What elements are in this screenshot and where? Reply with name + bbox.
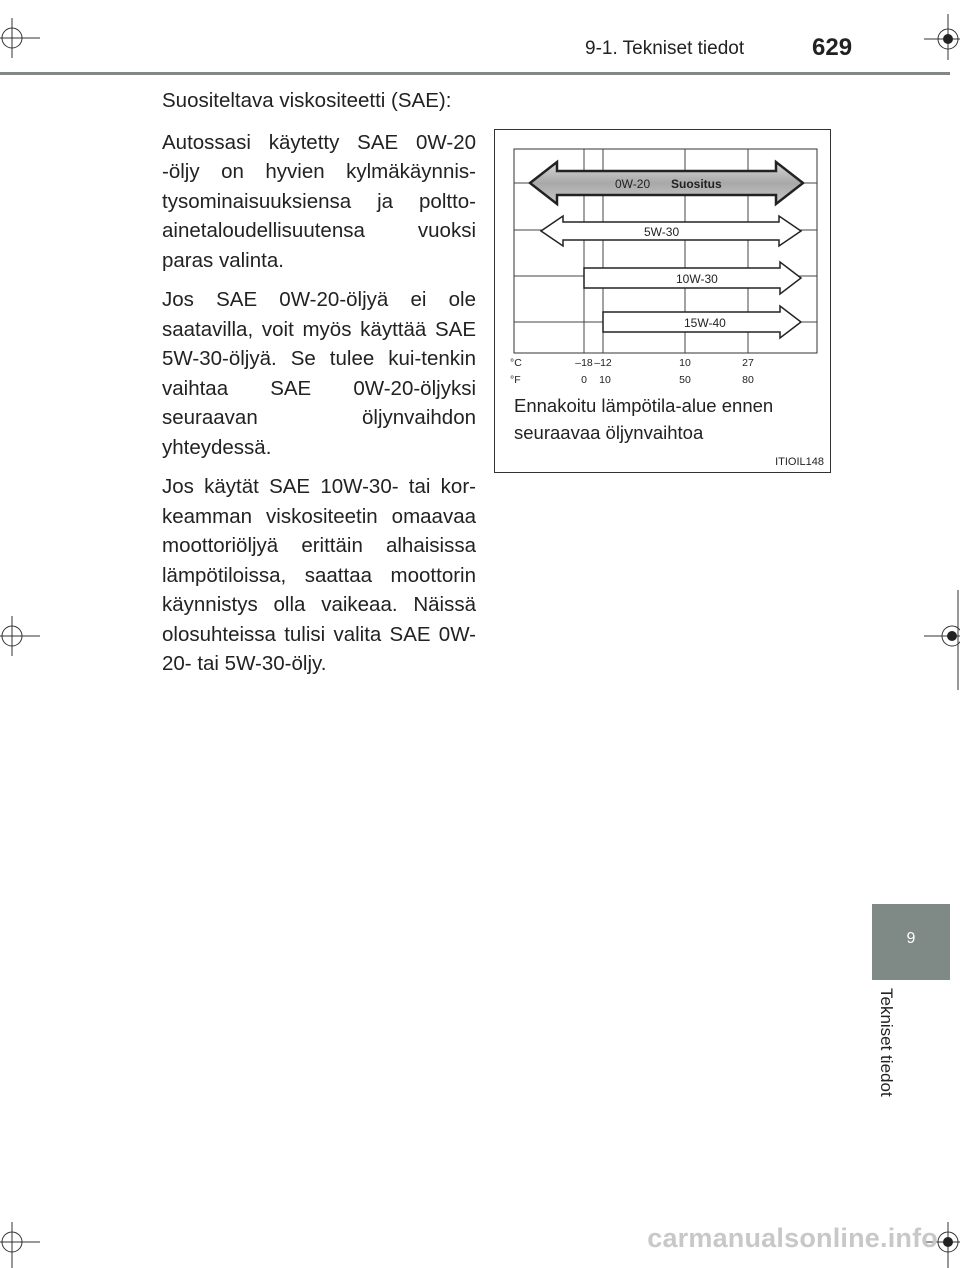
- caption-line: seuraavaa öljynvaihtoa: [514, 422, 704, 443]
- celsius-tick: –12: [594, 357, 612, 369]
- section-title: 9-1. Tekniset tiedot: [585, 38, 745, 59]
- body-text: [162, 86, 476, 689]
- celsius-tick: 10: [679, 357, 691, 369]
- registration-mark-mid-right: [924, 590, 960, 690]
- recommended-tag: Suositus: [671, 177, 722, 191]
- grade-15w40-label: 15W-40: [684, 316, 726, 330]
- grade-10w30-label: 10W-30: [676, 272, 718, 286]
- fahrenheit-tick: 50: [679, 374, 691, 386]
- celsius-tick: –18: [575, 357, 593, 369]
- celsius-unit-label: °C: [510, 357, 522, 369]
- figure-code: ITIOIL148: [775, 456, 824, 468]
- fahrenheit-tick: 0: [581, 374, 587, 386]
- grade-5w30-label: 5W-30: [644, 225, 680, 239]
- paragraph: Jos SAE 0W-20-öljyä ei ole saatavilla, voit myös käyttää SAE 5W-30-öljyä. Se tulee kui-tenkin vaihtaa SAE 0W-20-öljyksi seuraavan öljynvaihdon yhteydessä.: [162, 288, 476, 459]
- chapter-side-label: [876, 988, 906, 1118]
- paragraph: Jos käytät SAE 10W-30- tai kor-keamman viskositeetin omaavaa moottoriöljyä erittäin alhaisissa lämpötiloissa, saattaa moottorin käynnistys olla vaikeaa. Näissä olosuhteissa tulisi valita SAE 0W-20- tai 5W-30-öljy.: [162, 475, 476, 675]
- viscosity-heading: Suositeltava viskositeetti (SAE):: [162, 89, 452, 112]
- chapter-number: 9: [906, 930, 916, 947]
- chapter-tab: [872, 904, 950, 980]
- fahrenheit-unit-label: °F: [510, 374, 521, 386]
- registration-mark-bottom-left: [0, 1222, 40, 1268]
- registration-mark-mid-left: [0, 616, 40, 656]
- celsius-tick: 27: [742, 357, 754, 369]
- fahrenheit-tick: 10: [599, 374, 611, 386]
- figure-caption: [514, 392, 773, 446]
- registration-mark-top-left: [0, 18, 40, 58]
- page-number: 629: [812, 34, 853, 61]
- viscosity-chart-figure: [494, 129, 831, 473]
- header-rule: [0, 72, 950, 75]
- grade-0w20-label: 0W-20: [615, 177, 651, 191]
- paragraph: Autossasi käytetty SAE 0W-20 -öljy on hyvien kylmäkäynnis-tysominaisuuksiensa ja poltto-ainetaloudellisuutensa vuoksi paras valinta.: [162, 130, 476, 272]
- chapter-label-text: Tekniset tiedot: [877, 988, 896, 1097]
- registration-mark-top-right: [924, 14, 960, 60]
- fahrenheit-tick: 80: [742, 374, 754, 386]
- caption-line: Ennakoitu lämpötila-alue ennen: [514, 395, 774, 416]
- watermark: carmanualsonline.info: [647, 1223, 938, 1253]
